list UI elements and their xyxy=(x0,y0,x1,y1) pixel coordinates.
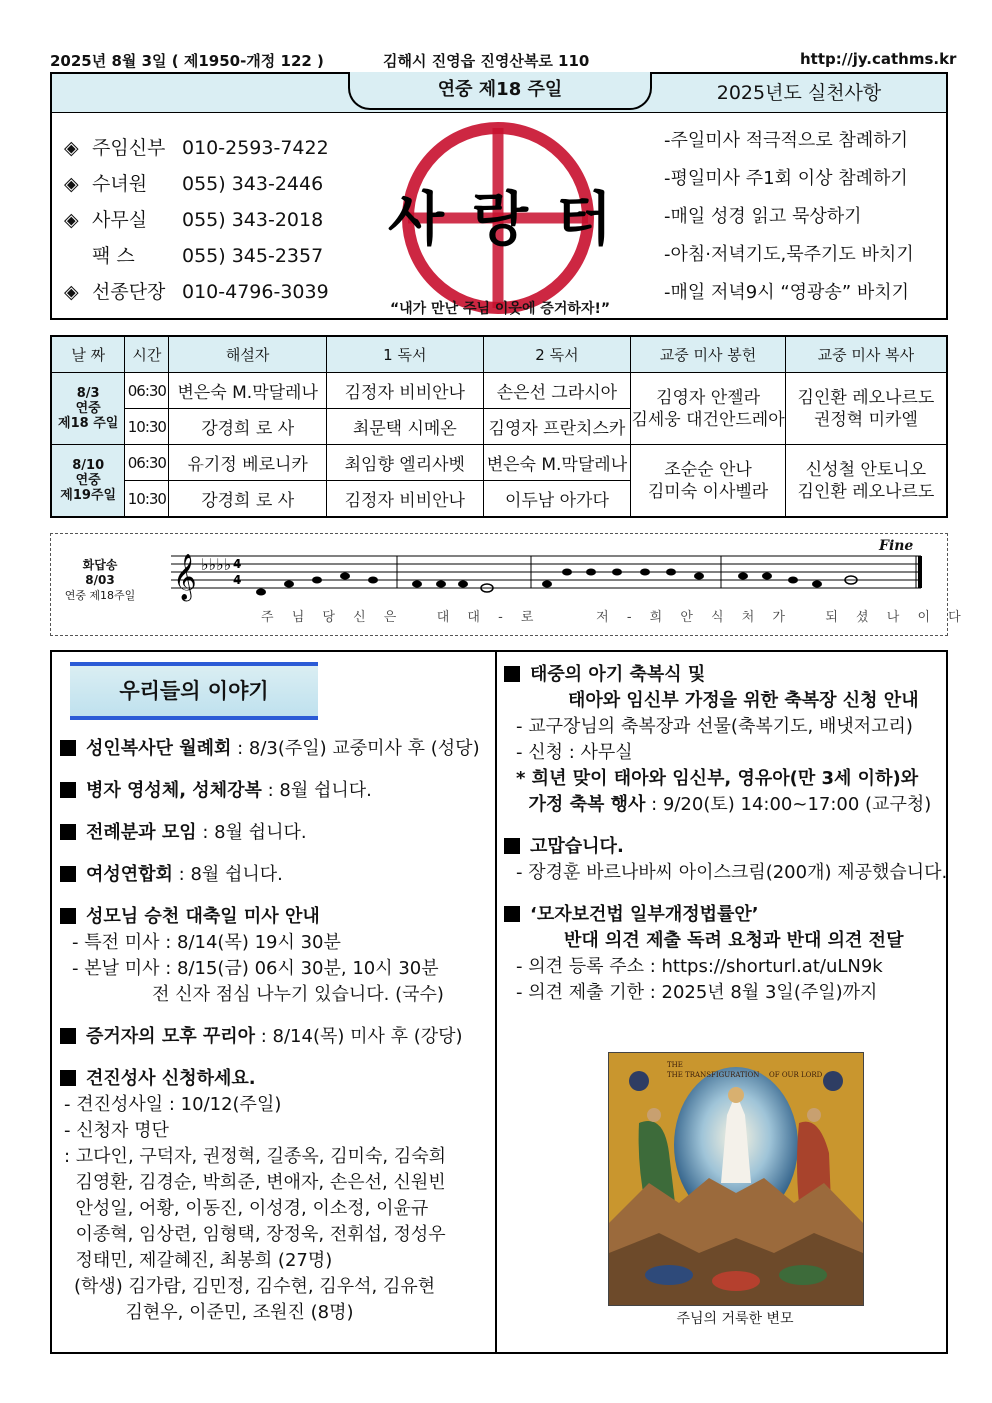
time-cell: 10:30 xyxy=(125,481,169,518)
left-column xyxy=(60,736,492,1326)
notice-item: 증거자의 모후 꾸리아 : 8/14(목) 미사 후 (강당) xyxy=(60,1024,492,1050)
commentator-cell: 강경희 로 사 xyxy=(169,481,327,518)
contact-row: ◈ 사무실 055) 343-2018 xyxy=(64,209,324,231)
liturgical-day-tab: 연중 제18 주일 xyxy=(348,72,652,110)
notice-item: 태중의 아기 축복식 및 xyxy=(504,662,944,688)
commentator-cell: 변은숙 M.막달레나 xyxy=(169,373,327,409)
square-bullet-icon xyxy=(60,1070,76,1086)
icon-inscription-right: OF OUR LORD xyxy=(769,1071,823,1079)
server-cell: 신성철 안토니오 김인환 레오나르도 xyxy=(785,445,947,518)
ministry-schedule-table xyxy=(50,335,948,518)
notice-line: 이종혁, 임상련, 임형택, 장정욱, 전휘섭, 정성우 xyxy=(64,1224,446,1245)
square-bullet-icon xyxy=(60,782,76,798)
notice-item: 성인복사단 월례회 : 8/3(주일) 교중미사 후 (성당) xyxy=(60,736,492,762)
notice-line: - 신청 : 사무실 xyxy=(516,742,633,763)
notice-line: - 견진성사일 : 10/12(주일) xyxy=(64,1094,282,1115)
notice-line: 안성일, 어황, 이동진, 이성경, 이소정, 이윤규 xyxy=(64,1198,429,1219)
reading2-cell: 김영자 프란치스카 xyxy=(483,409,631,445)
col-header: 시간 xyxy=(125,336,169,373)
square-bullet-icon xyxy=(60,1028,76,1044)
col-header: 2 독서 xyxy=(483,336,631,373)
notice-line: - 장경훈 바르나바씨 아이스크림(200개) 제공했습니다. xyxy=(516,862,948,883)
psalm-label: 화답송 8/03 연중 제18주일 xyxy=(64,558,136,602)
practice-item: -주일미사 적극적으로 참례하기 xyxy=(664,130,908,151)
reading1-cell: 김정자 비비안나 xyxy=(326,373,483,409)
table-header-row xyxy=(51,336,947,373)
commentator-cell: 유기정 베로니카 xyxy=(169,445,327,481)
reading2-cell: 이두남 아가다 xyxy=(483,481,631,518)
practice-title: 2025년도 실천사항 xyxy=(716,82,882,104)
contact-row: ◈ 선종단장 010-4796-3039 xyxy=(64,281,329,303)
notice-item: ‘모자보건법 일부개정법률안’ xyxy=(504,902,944,928)
practice-item: -매일 저녁9시 “영광송” 바치기 xyxy=(664,282,910,303)
website-link[interactable]: http://jy.cathms.kr xyxy=(800,50,957,68)
notice-item: 성모님 승천 대축일 미사 안내 xyxy=(60,904,492,930)
server-cell: 김인환 레오나르도 권정혁 미카엘 xyxy=(785,373,947,445)
image-caption: 주님의 거룩한 변모 xyxy=(676,1311,794,1327)
right-column xyxy=(504,662,948,1006)
notice-line: - 교구장님의 축복장과 선물(축복기도, 배냇저고리) xyxy=(516,716,913,737)
svg-text:𝄞: 𝄞 xyxy=(173,554,197,600)
notice-item: 견진성사 신청하세요. xyxy=(60,1066,492,1092)
svg-text:♭♭♭♭: ♭♭♭♭ xyxy=(201,555,232,574)
notice-subhead: 태아와 임신부 가정을 위한 축복장 신청 안내 xyxy=(568,690,919,711)
icon-inscription-left: THE TRANSFIGURATION xyxy=(667,1071,760,1079)
svg-text:4: 4 xyxy=(233,557,242,571)
notice-line: 김영환, 김경순, 박희준, 변애자, 손은선, 신원빈 xyxy=(64,1172,446,1193)
column-divider xyxy=(495,652,497,1352)
contact-list xyxy=(64,130,329,310)
square-bullet-icon xyxy=(504,838,520,854)
reading2-cell: 손은선 그라시아 xyxy=(483,373,631,409)
fine-marker: Fine xyxy=(879,538,914,554)
notice-line: - 본날 미사 : 8/15(금) 06시 30분, 10시 30분 xyxy=(72,958,439,979)
notice-subhead: 반대 의견 제출 독려 요청과 반대 의견 전달 xyxy=(564,930,904,951)
notice-item: 고맙습니다. xyxy=(504,834,944,860)
offering-cell: 김영자 안젤라 김세웅 대건안드레아 xyxy=(631,373,786,445)
notice-item: 전례분과 모임 : 8월 쉽니다. xyxy=(60,820,492,846)
square-bullet-icon xyxy=(504,666,520,682)
svg-text:THE: THE xyxy=(667,1061,683,1069)
news-section xyxy=(50,650,948,1354)
notice-line: - 신청자 명단 xyxy=(64,1120,169,1141)
reading2-cell: 변은숙 M.막달레나 xyxy=(483,445,631,481)
col-header: 교중 미사 복사 xyxy=(785,336,947,373)
table-row xyxy=(51,445,947,481)
reading1-cell: 최임향 엘리사벳 xyxy=(326,445,483,481)
notice-line: * 희년 맞이 태아와 임신부, 영유아(만 3세 이하)와 xyxy=(516,768,919,789)
svg-text:4: 4 xyxy=(233,573,242,587)
bulletin-header xyxy=(50,72,948,320)
notice-item: 여성연합회 : 8월 쉽니다. xyxy=(60,862,492,888)
time-cell: 10:30 xyxy=(125,409,169,445)
notice-line: 정태민, 제갈혜진, 최봉희 (27명) xyxy=(64,1250,333,1271)
music-staff-icon xyxy=(161,544,941,604)
reading1-cell: 최문택 시메온 xyxy=(326,409,483,445)
notice-line: - 의견 제출 기한 : 2025년 8월 3일(주일)까지 xyxy=(516,982,878,1003)
square-bullet-icon xyxy=(60,824,76,840)
issue-date: 2025년 8월 3일 ( 제1950-개정 122 ) xyxy=(50,52,324,70)
time-cell: 06:30 xyxy=(125,445,169,481)
logo-motto: “내가 만난 주님 이웃에 증거하자!” xyxy=(389,301,611,317)
sarangteo-logo xyxy=(348,114,652,320)
date-cell: 8/3 연중 제18 주일 xyxy=(51,373,125,445)
notice-line: - 특전 미사 : 8/14(목) 19시 30분 xyxy=(72,932,341,953)
square-bullet-icon xyxy=(60,908,76,924)
church-address: 김해시 진영읍 진영산복로 110 xyxy=(383,52,590,70)
notice-item: 병자 영성체, 성체강복 : 8월 쉽니다. xyxy=(60,778,492,804)
contact-row: ◈ 수녀원 055) 343-2446 xyxy=(64,173,324,195)
col-header: 교중 미사 봉헌 xyxy=(631,336,786,373)
transfiguration-icon xyxy=(609,1053,863,1305)
notice-line: (학생) 김가람, 김민정, 김수현, 김우석, 김유현 xyxy=(74,1276,436,1297)
notice-line: 전 신자 점심 나누기 있습니다. (국수) xyxy=(72,984,444,1005)
col-header: 날 짜 xyxy=(51,336,125,373)
responsorial-psalm xyxy=(50,533,968,636)
logo-title: 사랑터 xyxy=(387,185,641,253)
commentator-cell: 강경희 로 사 xyxy=(169,409,327,445)
notice-line: 가정 축복 행사 : 9/20(토) 14:00~17:00 (교구청) xyxy=(516,794,932,815)
transfiguration-icon-image xyxy=(608,1052,864,1306)
offering-cell: 조순순 안나 김미숙 이사벨라 xyxy=(631,445,786,518)
contact-row: ◈ 주임신부 010-2593-7422 xyxy=(64,137,329,159)
notice-line: 김현우, 이준민, 조원진 (8명) xyxy=(74,1302,354,1323)
practice-item: -매일 성경 읽고 묵상하기 xyxy=(664,206,862,227)
contact-row: 팩 스 055) 345-2357 xyxy=(92,245,324,267)
practice-list xyxy=(664,122,914,312)
square-bullet-icon xyxy=(504,906,520,922)
notice-line: : 고다인, 구덕자, 권정혁, 길종옥, 김미숙, 김숙희 xyxy=(64,1146,446,1167)
time-cell: 06:30 xyxy=(125,373,169,409)
square-bullet-icon xyxy=(60,740,76,756)
practice-item: -아침·저녁기도,묵주기도 바치기 xyxy=(664,244,914,265)
stories-title: 우리들의 이야기 xyxy=(70,662,318,720)
notice-line: - 의견 등록 주소 : https://shorturl.at/uLN9k xyxy=(516,956,883,977)
date-cell: 8/10 연중 제19주일 xyxy=(51,445,125,518)
col-header: 1 독서 xyxy=(326,336,483,373)
col-header: 해설자 xyxy=(169,336,327,373)
reading1-cell: 김정자 비비안나 xyxy=(326,481,483,518)
table-row xyxy=(51,373,947,409)
psalm-lyrics: 주 님 당 신 은 대 대 - 로 저 - 희 안 식 처 가 되 셨 나 이 다 xyxy=(261,610,968,625)
square-bullet-icon xyxy=(60,866,76,882)
practice-item: -평일미사 주1회 이상 참례하기 xyxy=(664,168,908,189)
